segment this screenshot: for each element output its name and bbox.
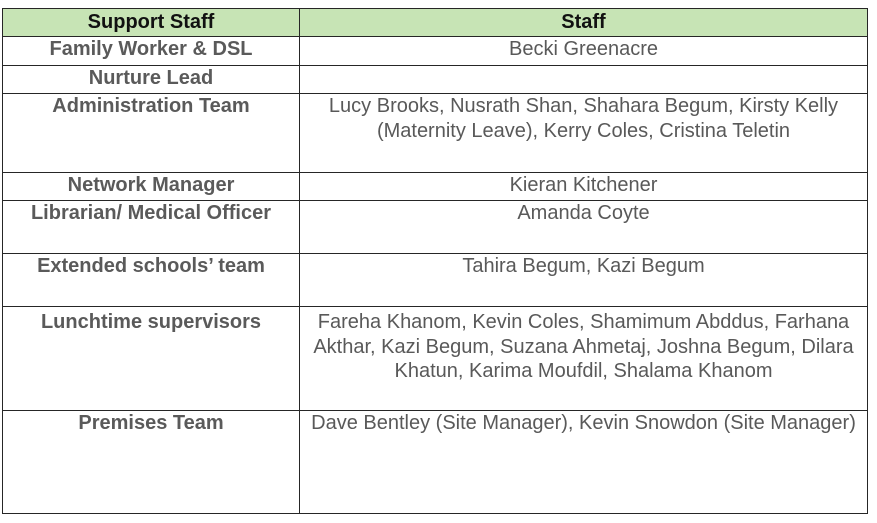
header-staff: Staff — [300, 9, 868, 37]
table-row — [3, 254, 868, 307]
table-row — [3, 411, 868, 514]
staff-cell: Amanda Coyte — [300, 201, 868, 254]
table-row — [3, 37, 868, 66]
table-row — [3, 173, 868, 201]
table-row — [3, 201, 868, 254]
staff-cell: Tahira Begum, Kazi Begum — [300, 254, 868, 307]
role-cell: Extended schools’ team — [3, 254, 300, 307]
role-cell: Librarian/ Medical Officer — [3, 201, 300, 254]
staff-cell: Kieran Kitchener — [300, 173, 868, 201]
staff-cell: Dave Bentley (Site Manager), Kevin Snowdon (Site Manager) — [300, 411, 868, 514]
role-cell: Premises Team — [3, 411, 300, 514]
staff-cell: Lucy Brooks, Nusrath Shan, Shahara Begum, Kirsty Kelly (Maternity Leave), Kerry Coles, Cristina Teletin — [300, 94, 868, 173]
role-cell: Nurture Lead — [3, 66, 300, 94]
role-cell: Family Worker & DSL — [3, 37, 300, 66]
header-support-staff: Support Staff — [3, 9, 300, 37]
table-header-row — [3, 9, 868, 37]
staff-cell — [300, 66, 868, 94]
table-row — [3, 94, 868, 173]
staff-cell: Fareha Khanom, Kevin Coles, Shamimum Abddus, Farhana Akthar, Kazi Begum, Suzana Ahmetaj, Joshna Begum, Dilara Khatun, Karima Moufdil, Shalama Khanom — [300, 307, 868, 411]
role-cell: Network Manager — [3, 173, 300, 201]
role-cell: Administration Team — [3, 94, 300, 173]
table-row — [3, 66, 868, 94]
role-cell: Lunchtime supervisors — [3, 307, 300, 411]
staff-cell: Becki Greenacre — [300, 37, 868, 66]
table-row — [3, 307, 868, 411]
support-staff-table — [2, 8, 868, 514]
